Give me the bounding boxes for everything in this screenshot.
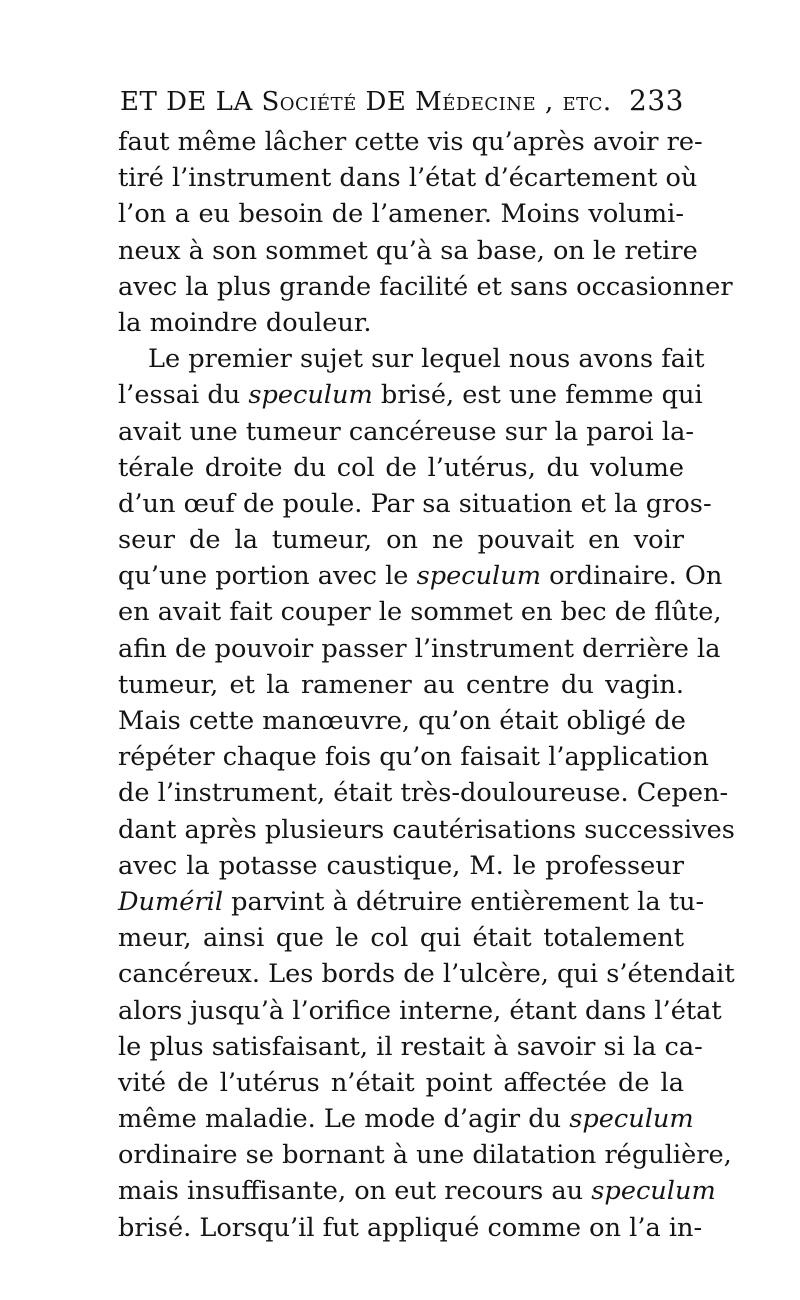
text-line — [118, 667, 684, 703]
italic-term: speculum — [569, 1104, 694, 1135]
text-line — [118, 1065, 684, 1101]
text-segment: dant après plusieurs cautérisations successives — [118, 814, 735, 845]
text-line — [118, 233, 698, 269]
text-line — [118, 522, 684, 558]
text-line — [118, 884, 705, 920]
text-line — [118, 631, 721, 667]
text-segment: parvint à détruire entièrement la tu- — [223, 886, 705, 917]
italic-term: speculum — [248, 380, 373, 411]
text-segment: tiré l’instrument dans l’état d’écartement où — [118, 163, 698, 194]
text-line — [118, 377, 703, 413]
text-segment: ordinaire. On — [541, 561, 723, 592]
text-segment: tumeur, et la ramener au centre du vagin. — [118, 669, 684, 700]
text-line — [118, 269, 733, 305]
text-segment: vité de l’utérus n’était point affectée de la — [118, 1067, 684, 1098]
text-segment: alors jusqu’à l’orifice interne, étant dans l’état — [118, 995, 722, 1026]
text-line — [118, 703, 684, 739]
text-line — [118, 812, 735, 848]
text-line — [118, 1101, 694, 1137]
page-number: 233 — [629, 84, 684, 117]
text-segment: ordinaire se bornant à une dilatation régulière, — [118, 1140, 732, 1171]
text-segment: meur, ainsi que le col qui était totalement — [118, 923, 684, 954]
text-segment: brisé. Lorsqu’il fut appliqué comme on l’a in- — [118, 1212, 703, 1243]
text-line — [118, 1173, 716, 1209]
text-segment: afin de pouvoir passer l’instrument derrière la — [118, 633, 721, 664]
text-line — [118, 1137, 732, 1173]
text-segment: répéter chaque fois qu’on faisait l’application — [118, 742, 709, 773]
text-line — [118, 124, 703, 160]
text-segment: même maladie. Le mode d’agir du — [118, 1104, 570, 1135]
italic-term: Duméril — [118, 886, 224, 917]
text-line — [118, 305, 684, 341]
text-line — [118, 1029, 703, 1065]
text-segment: d’un œuf de poule. Par sa situation et la gros- — [118, 488, 712, 519]
text-line — [118, 775, 729, 811]
text-line — [118, 341, 705, 377]
text-segment: cancéreux. Les bords de l’ulcère, qui s’étendait — [118, 959, 735, 990]
text-segment: en avait fait couper le sommet en bec de flûte, — [118, 597, 722, 628]
text-segment: qu’une portion avec le — [118, 561, 417, 592]
text-line — [118, 993, 722, 1029]
running-header — [120, 84, 684, 128]
text-line — [118, 594, 722, 630]
text-segment: brisé, est une femme qui — [372, 380, 703, 411]
text-segment: de l’instrument, était très-douloureuse. Cepen- — [118, 778, 729, 809]
text-line — [118, 196, 684, 232]
text-line — [118, 558, 723, 594]
text-line — [118, 848, 684, 884]
text-line — [118, 450, 684, 486]
text-segment: l’on a eu besoin de l’amener. Moins volumi- — [118, 199, 684, 230]
text-line — [118, 920, 684, 956]
text-segment: le plus satisfaisant, il restait à savoir si la ca- — [118, 1031, 703, 1062]
text-line — [118, 1210, 703, 1246]
text-segment: avait une tumeur cancéreuse sur la paroi la- — [118, 416, 694, 447]
running-title: ET DE LA Société DE Médecine , etc. — [120, 87, 612, 117]
text-line — [118, 486, 712, 522]
text-segment: neux à son sommet qu’à sa base, on le retire — [118, 235, 698, 266]
text-segment: térale droite du col de l’utérus, du volume — [118, 452, 684, 483]
italic-term: speculum — [416, 561, 541, 592]
text-segment: l’essai du — [118, 380, 249, 411]
text-segment: avec la potasse caustique, M. le professeur — [118, 850, 684, 881]
text-line — [118, 414, 694, 450]
body-text — [118, 124, 735, 1246]
text-segment: mais insuffisante, on eut recours au — [118, 1176, 592, 1207]
text-segment: seur de la tumeur, on ne pouvait en voir — [118, 525, 684, 556]
text-segment: faut même lâcher cette vis qu’après avoir re- — [118, 127, 703, 157]
text-segment: la moindre douleur. — [118, 307, 372, 338]
text-line — [118, 160, 698, 196]
text-segment: Mais cette manœuvre, qu’on était obligé de — [118, 706, 686, 736]
text-segment: avec la plus grande facilité et sans occasionner — [118, 271, 733, 302]
text-line — [118, 956, 735, 992]
text-segment: Le premier sujet sur lequel nous avons fait — [148, 344, 705, 375]
italic-term: speculum — [591, 1176, 716, 1207]
text-line — [118, 739, 709, 775]
